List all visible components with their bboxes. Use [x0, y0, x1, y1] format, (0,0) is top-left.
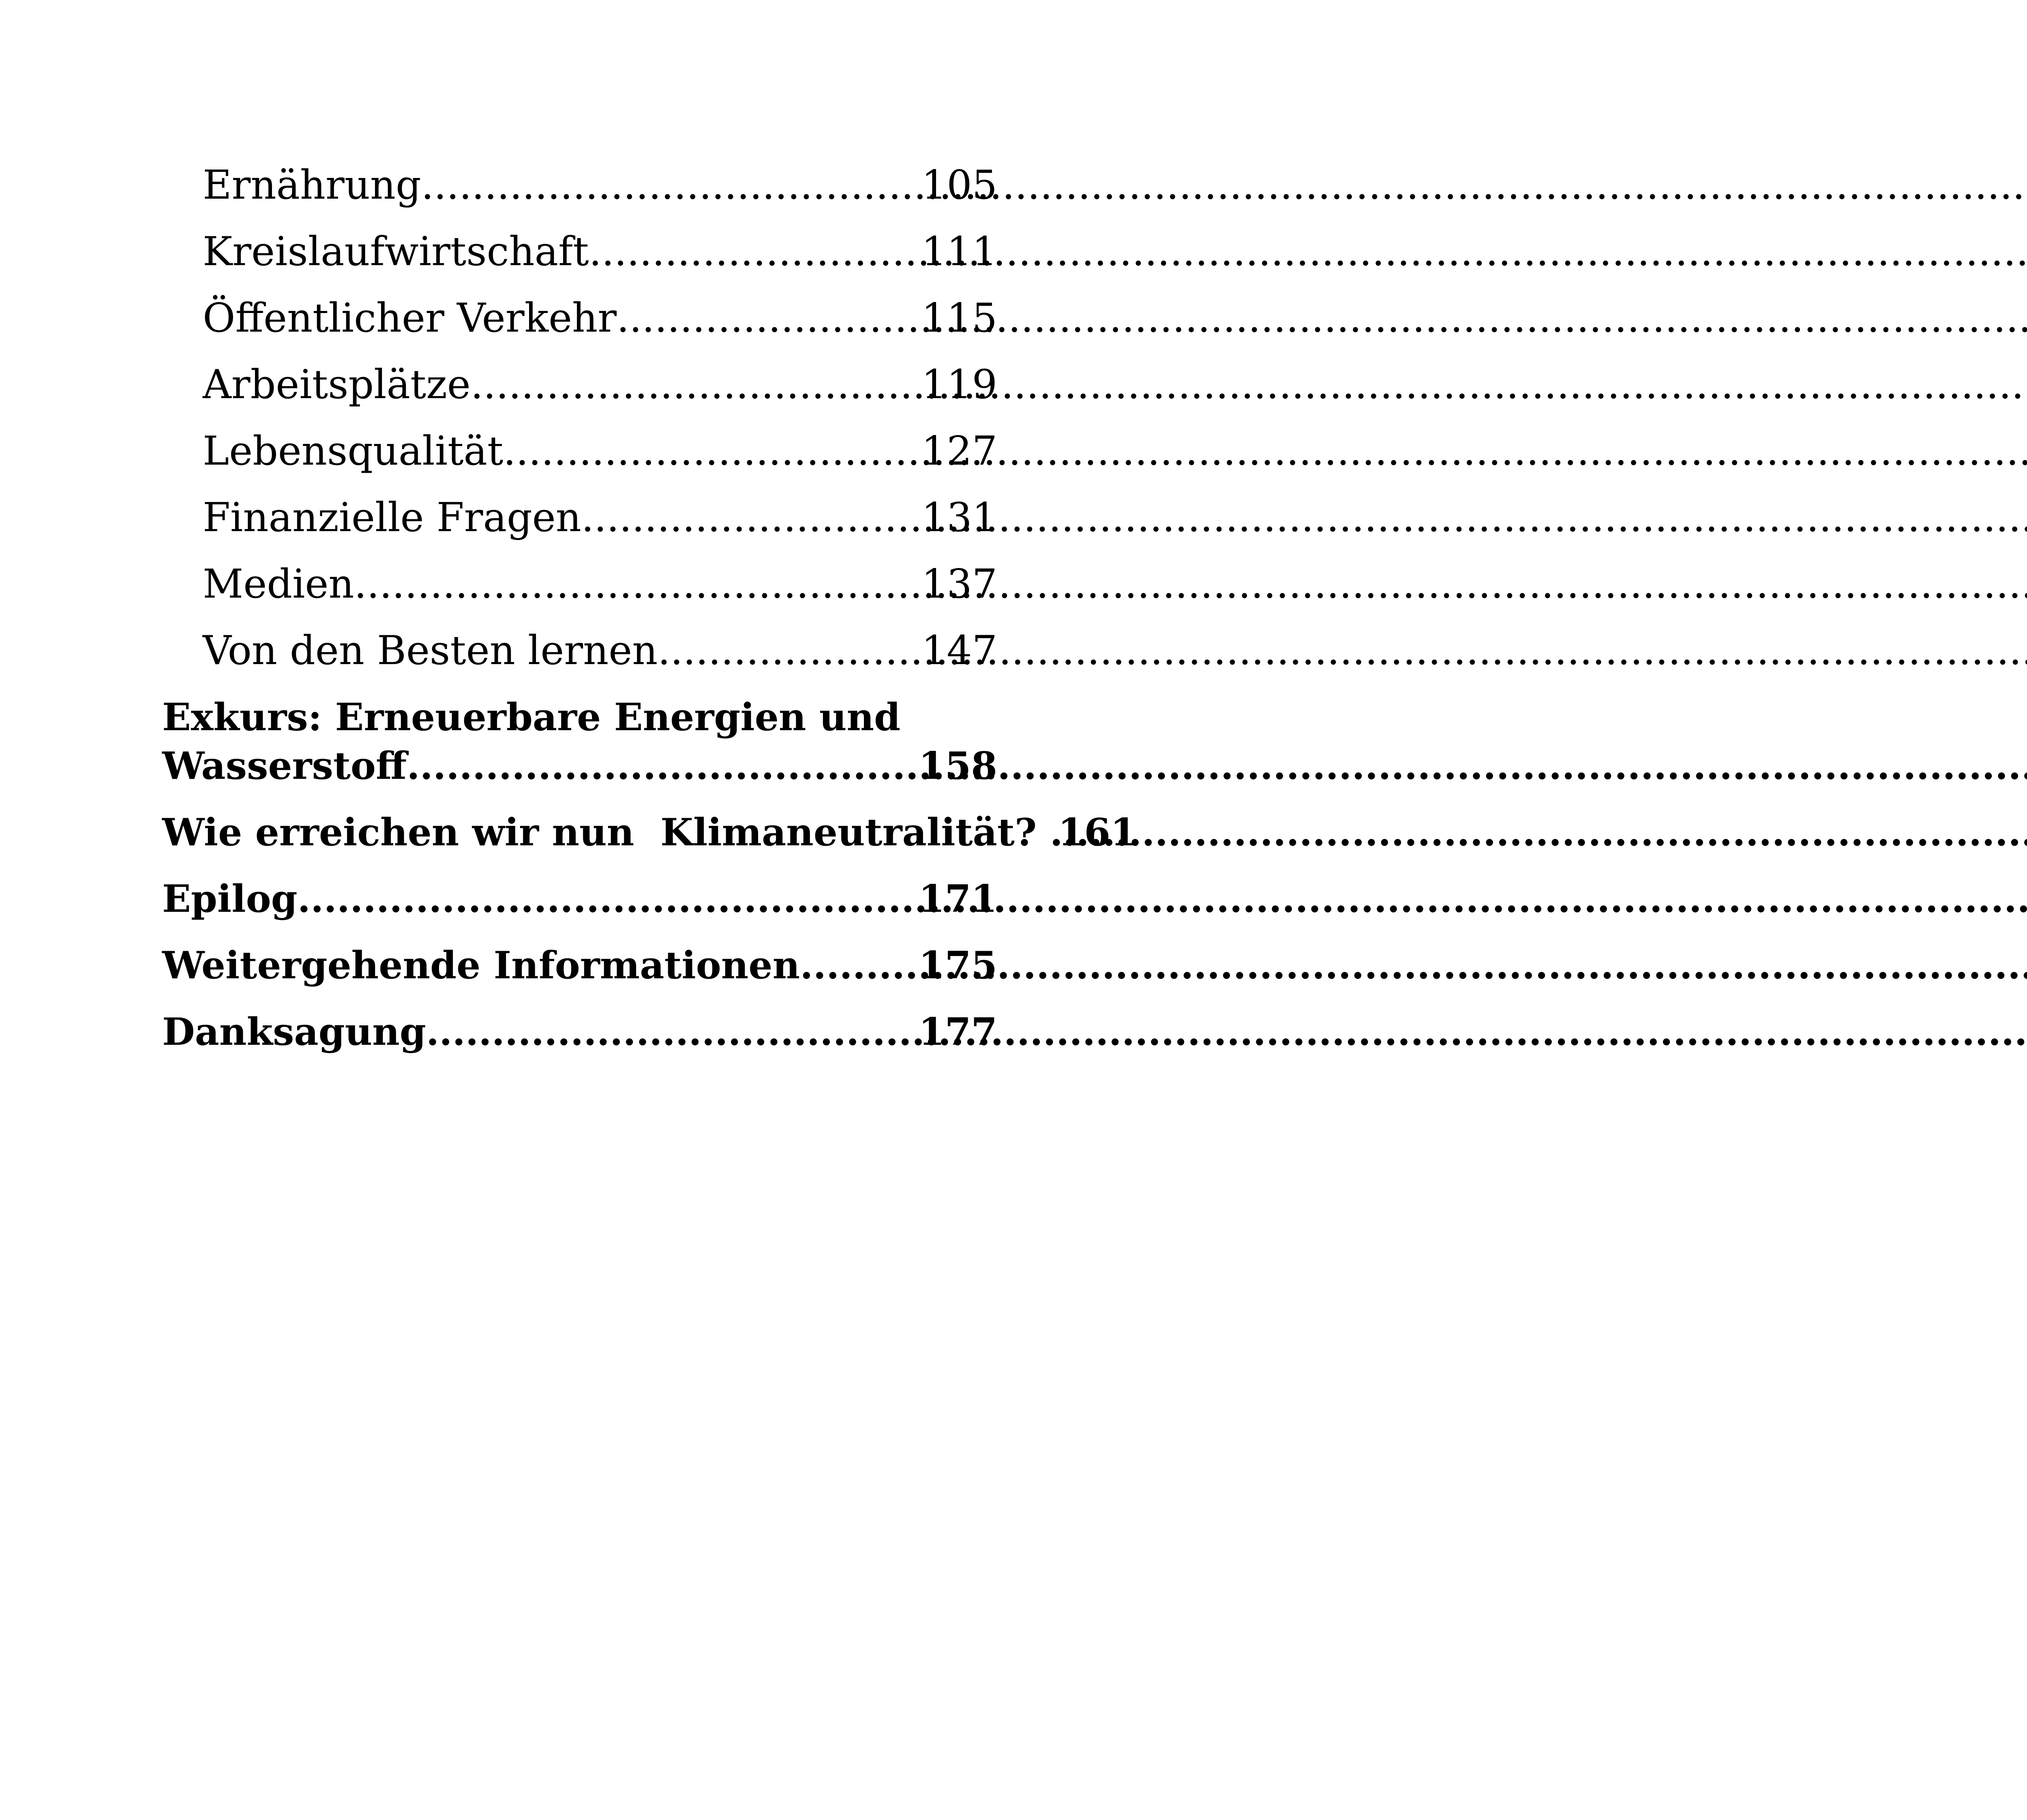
dot-leader [354, 551, 921, 617]
toc-entry-weitergehende-informationen[interactable] [162, 941, 997, 1008]
toc-entry-exkurs[interactable] [162, 742, 997, 790]
toc-entry-label: Danksagung [162, 1010, 426, 1054]
toc-page-number: 119 [921, 362, 997, 408]
toc-entry-label: Arbeitsplätze [203, 362, 471, 408]
toc-entry-klimaneutralitaet[interactable] [162, 808, 1137, 875]
toc-entry-danksagung[interactable] [162, 1008, 997, 1074]
toc-page-number: 161 [1058, 810, 1137, 854]
toc-entry-von-den-besten-lernen[interactable] [162, 617, 997, 684]
dot-leader [589, 219, 921, 285]
spacer [162, 790, 997, 808]
toc-entry-label: Weitergehende Informationen [162, 943, 800, 987]
toc-entry-arbeitsplaetze[interactable] [162, 352, 997, 418]
toc-entry-label: Epilog [162, 877, 298, 921]
dot-leader [617, 285, 921, 352]
toc-entry-label: Ernährung [203, 162, 421, 208]
toc-entry-label: Von den Besten lernen [203, 628, 658, 674]
toc-page-number: 171 [918, 877, 997, 921]
toc-entry-ernaehrung[interactable] [162, 152, 997, 219]
toc-entry-label: Lebensqualität [203, 428, 504, 474]
dot-leader [407, 742, 919, 790]
dot-leader [421, 152, 921, 219]
dot-leader [581, 484, 921, 551]
toc-page-number: 131 [921, 495, 997, 541]
table-of-contents [162, 152, 1137, 1074]
toc-entry-label: Wasserstoff [162, 744, 407, 788]
dot-leader [1050, 808, 1058, 857]
toc-page-number: 175 [918, 943, 997, 987]
toc-entry-label: Kreislaufwirtschaft [203, 229, 589, 275]
dot-leader [426, 1008, 919, 1056]
toc-entry-epilog[interactable] [162, 875, 997, 941]
dot-leader [800, 941, 919, 990]
toc-entry-label: Finanzielle Fragen [203, 495, 581, 541]
toc-entry-finanzielle-fragen[interactable] [162, 484, 997, 551]
toc-page-number: 115 [921, 295, 997, 341]
toc-entry-oeffentlicher-verkehr[interactable] [162, 285, 997, 352]
toc-entry-kreislaufwirtschaft[interactable] [162, 219, 997, 285]
toc-entry-medien[interactable] [162, 551, 997, 617]
toc-page-number: 111 [921, 229, 997, 275]
toc-page-number: 177 [918, 1010, 997, 1054]
toc-entry-exkurs-line1[interactable]: Exkurs: Erneuerbare Energien und [162, 695, 901, 739]
dot-leader [658, 617, 921, 684]
toc-page-number: 137 [921, 561, 997, 607]
dot-leader [471, 352, 921, 418]
toc-page-number: 158 [918, 744, 997, 788]
dot-leader [298, 875, 919, 923]
toc-entry-lebensqualitaet[interactable] [162, 418, 997, 484]
toc-page-number: 127 [921, 428, 997, 474]
toc-page-number: 105 [921, 162, 997, 208]
toc-page-number: 147 [921, 628, 997, 674]
toc-entry-label: Medien [203, 561, 354, 607]
dot-leader [503, 418, 921, 484]
toc-entry-label: Wie erreichen wir nun Klimaneutralität? [162, 810, 1050, 854]
toc-entry-label: Öffentlicher Verkehr [203, 295, 617, 341]
